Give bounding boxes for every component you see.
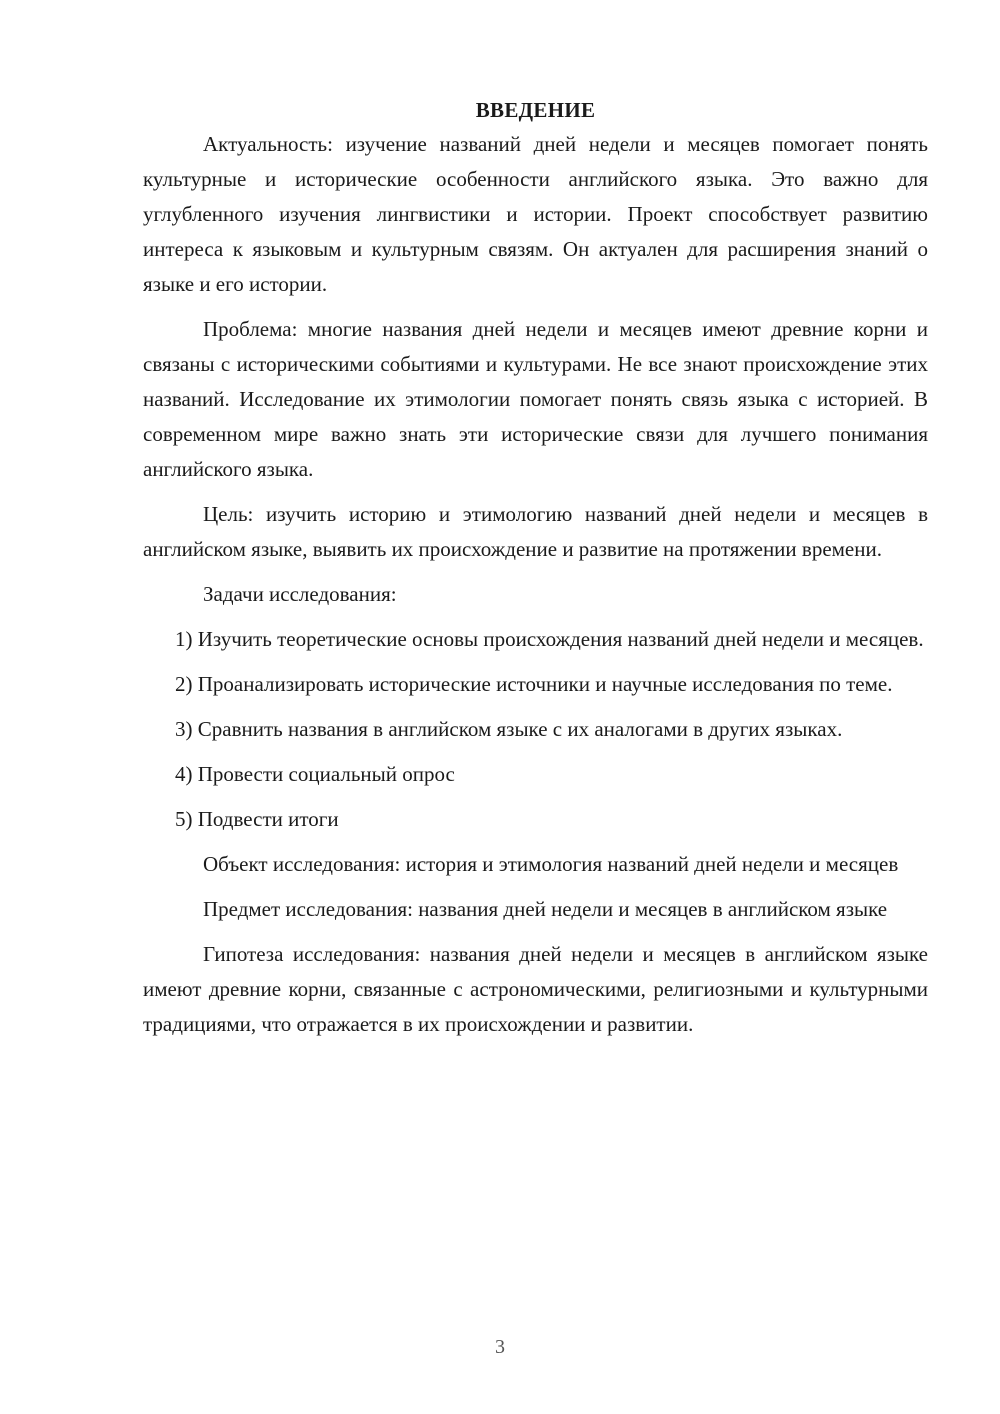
page-number: 3 bbox=[495, 1336, 505, 1358]
task-item-2: 2) Проанализировать исторические источники и научные исследования по теме. bbox=[175, 672, 893, 696]
problem-paragraph: Проблема: многие названия дней недели и месяцев имеют древние корни и связаны с историческими событиями и культурами. Не все знают происхождение этих названий. Исследование их этимологии помогает понять связь языка с историей. В современном мире важно знать эти исторические связи для лучшего понимания английского языка. bbox=[143, 317, 928, 481]
hypothesis-paragraph: Гипотеза исследования: названия дней недели и месяцев в английском языке имеют древние корни, связанные с астрономическими, религиозными и культурными традициями, что отражается в их происхождении и развитии. bbox=[143, 942, 928, 1036]
task-item-3: 3) Сравнить названия в английском языке с их аналогами в других языках. bbox=[175, 717, 843, 741]
task-item-1: 1) Изучить теоретические основы происхождения названий дней недели и месяцев. bbox=[175, 627, 924, 651]
page-title: ВВЕДЕНИЕ bbox=[475, 98, 596, 122]
tasks-heading: Задачи исследования: bbox=[203, 582, 397, 606]
task-item-4: 4) Провести социальный опрос bbox=[175, 762, 455, 786]
task-item-5: 5) Подвести итоги bbox=[175, 807, 339, 831]
subject-paragraph: Предмет исследования: названия дней недели и месяцев в английском языке bbox=[203, 897, 888, 921]
document-page bbox=[143, 95, 928, 1052]
relevance-paragraph: Актуальность: изучение названий дней недели и месяцев помогает понять культурные и исторические особенности английского языка. Это важно для углубленного изучения лингвистики и истории. Проект способствует развитию интереса к языковым и культурным связям. Он актуален для расширения знаний о языке и его истории. bbox=[143, 132, 928, 296]
goal-paragraph: Цель: изучить историю и этимологию названий дней недели и месяцев в английском языке, выявить их происхождение и развитие на протяжении времени. bbox=[143, 502, 928, 561]
object-paragraph: Объект исследования: история и этимология названий дней недели и месяцев bbox=[203, 852, 899, 876]
